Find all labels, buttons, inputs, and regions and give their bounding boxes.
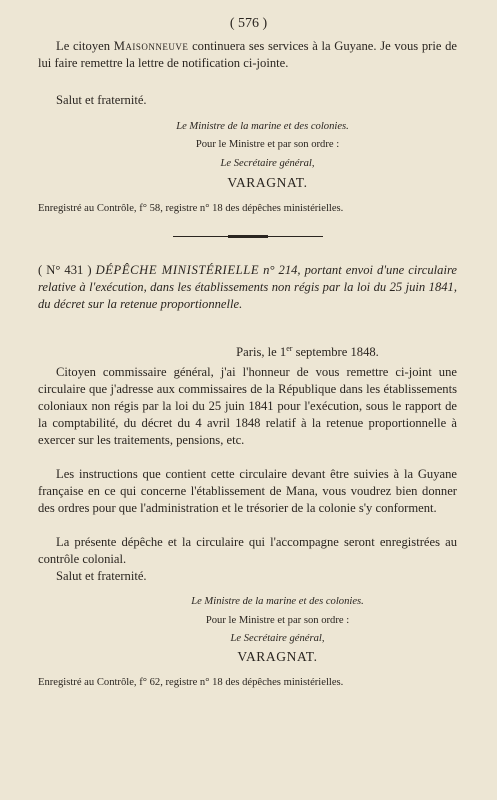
by-order-line-2: Pour le Ministre et par son ordre :	[205, 615, 350, 626]
paragraph-registration: La présente dépêche et la circulaire qui l'accompagne seront enregistrées au contrôle colonial.	[38, 535, 457, 566]
minister-title: Le Ministre de la marine et des colonies.	[176, 121, 349, 132]
salutation: Salut et fraternité.	[56, 93, 147, 107]
paragraph-maisonneuve: Le citoyen Maisonneuve continuera ses services à la Guyane. Je vous prie de lui faire remettre la lettre de notification ci-jointe.	[38, 39, 457, 70]
dispatch-title: DÉPÊCHE MINISTÉRIELLE	[95, 263, 260, 277]
dispatch-number: ( N° 431 )	[38, 263, 96, 277]
salutation-2: Salut et fraternité.	[56, 569, 147, 583]
registry-note-2: Enregistré au Contrôle, f° 62, registre n° 18 des dépêches ministérielles.	[38, 677, 344, 688]
dispatch-date: Paris, le 1er septembre 1848.	[236, 344, 379, 360]
person-name: Maisonneuve	[113, 39, 189, 53]
page-number: ( 576 )	[229, 16, 268, 31]
minister-title-2: Le Ministre de la marine et des colonies.	[191, 596, 364, 607]
by-order-line: Pour le Ministre et par son ordre :	[195, 139, 340, 150]
paragraph-circular: Citoyen commissaire général, j'ai l'honneur de vous remettre ci-joint une circulaire que j'adresse aux commissaires de la République dans les établissements coloniaux non régis par la loi du 25 juin 1841 pour l'exécution, sous le rapport de la comptabilité, du décret du 4 avril 1848 relatif à la retenue proportionnelle à exercer sur les traitements, pensions, etc.	[38, 365, 457, 447]
secretary-title: Le Secrétaire général,	[220, 158, 315, 169]
signature: VARAGNAT.	[227, 175, 308, 190]
separator-rule	[173, 236, 323, 237]
registry-note: Enregistré au Contrôle, f° 58, registre n° 18 des dépêches ministérielles.	[38, 203, 344, 214]
paragraph-instructions: Les instructions que contient cette circulaire devant être suivies à la Guyane française en ce qui concerne l'établissement de Mana, vous voudrez bien donner des ordres pour que l'administration et le trésorier de la colonie s'y conforment.	[38, 467, 457, 515]
signature-2: VARAGNAT.	[237, 649, 318, 664]
secretary-title-2: Le Secrétaire général,	[230, 633, 325, 644]
dispatch-heading	[38, 262, 457, 313]
dispatch-subject: n° 214, portant envoi d'une circulaire relative à l'exécution, dans les établissements non régis par la loi du 25 juin 1841, du décret sur la retenue proportionnelle.	[38, 263, 457, 311]
